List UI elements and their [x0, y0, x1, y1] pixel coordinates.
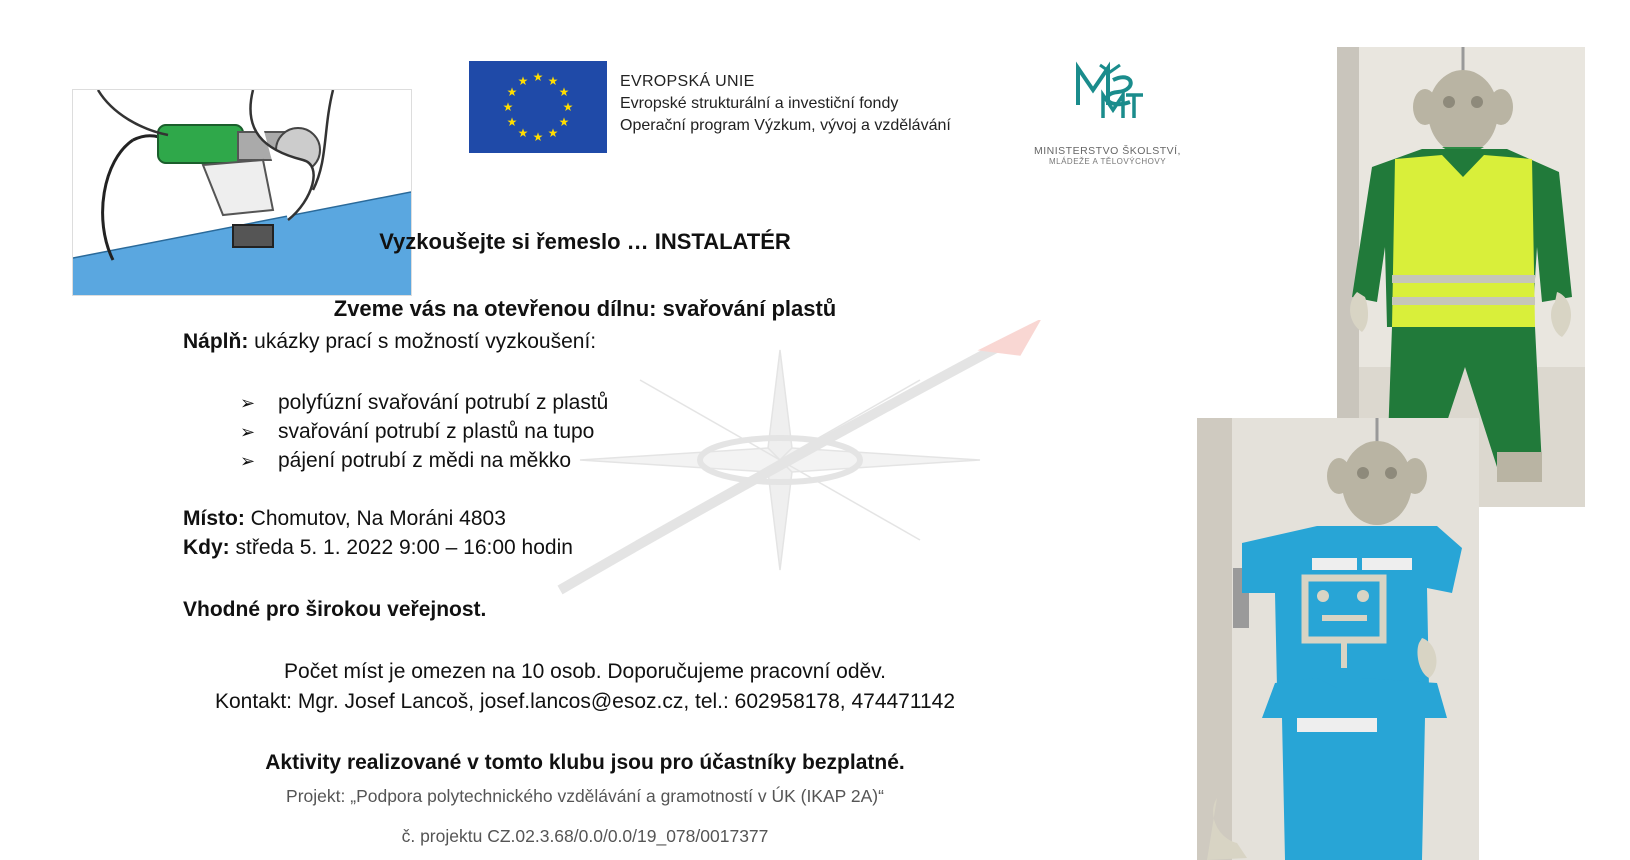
place-line: [183, 507, 506, 531]
arrow-bullet-icon: ➢: [240, 393, 256, 413]
eu-star-icon: ★: [506, 115, 518, 129]
capacity-note: Počet míst je omezen na 10 osob. Doporučujeme pracovní oděv.: [284, 660, 886, 683]
when-line: [183, 536, 573, 560]
when-label: Kdy:: [183, 536, 230, 559]
arrow-bullet-icon: ➢: [240, 422, 256, 442]
eu-line-1: EVROPSKÁ UNIE: [620, 73, 755, 90]
msmt-monogram-icon: [1058, 60, 1158, 120]
page-title: Vyzkoušejte si řemeslo … INSTALATÉR: [379, 229, 791, 254]
eu-star-icon: ★: [547, 125, 559, 140]
eu-logo-text: [620, 71, 951, 137]
msmt-line-2: MLÁDEŽE A TĚLOVÝCHOVY: [1048, 157, 1167, 166]
content-text: ukázky prací s možností vyzkoušení:: [248, 330, 597, 353]
eu-star-icon: ★: [562, 100, 574, 114]
arrow-bullet-icon: ➢: [240, 451, 256, 471]
welding-illustration: [72, 89, 412, 296]
activity-text: polyfúzní svařování potrubí z plastů: [278, 391, 609, 414]
eu-star-icon: ★: [558, 115, 570, 129]
list-item: [240, 388, 608, 417]
photo-mannequin-tshirt: [1197, 418, 1479, 860]
eu-flag-logo: [469, 61, 607, 153]
content-line: [183, 330, 596, 354]
contact-line: Kontakt: Mgr. Josef Lancoš, josef.lancos@esoz.cz, tel.: 602958178, 474471142: [214, 690, 956, 713]
eu-star-icon: ★: [547, 74, 559, 89]
place-label: Místo:: [183, 507, 245, 530]
eu-star-icon: ★: [502, 100, 514, 114]
when-value: středa 5. 1. 2022 9:00 – 16:00 hodin: [229, 536, 573, 559]
eu-star-icon: ★: [532, 130, 544, 144]
eu-star-icon: ★: [532, 70, 544, 84]
compass-watermark: [420, 320, 1180, 660]
eu-line-2: Evropské strukturální a investiční fondy: [620, 95, 899, 112]
msmt-logo: [1015, 60, 1200, 166]
project-name: Projekt: „Podpora polytechnického vzdělávání a gramotností v ÚK (IKAP 2A)“: [286, 786, 884, 806]
eu-star-icon: ★: [506, 85, 518, 99]
eu-line-3: Operační program Výzkum, vývoj a vzdělávání: [620, 117, 951, 134]
eu-star-icon: ★: [517, 74, 529, 89]
eu-star-icon: ★: [558, 85, 570, 99]
eu-star-icon: ★: [517, 125, 529, 140]
list-item: [240, 417, 608, 446]
project-number: č. projektu CZ.02.3.68/0.0/0.0/19_078/0017377: [401, 826, 769, 846]
activities-list: [240, 388, 608, 475]
activity-text: svařování potrubí z plastů na tupo: [278, 420, 595, 443]
audience-note: Vhodné pro širokou veřejnost.: [183, 598, 487, 621]
activity-text: pájení potrubí z mědi na měkko: [278, 449, 571, 472]
content-label: Náplň:: [183, 330, 249, 353]
list-item: [240, 446, 608, 475]
place-value: Chomutov, Na Moráni 4803: [244, 507, 506, 530]
page-subtitle: Zveme vás na otevřenou dílnu: svařování plastů: [333, 296, 837, 321]
msmt-line-1: MINISTERSTVO ŠKOLSTVÍ,: [1034, 145, 1181, 157]
free-note: Aktivity realizované v tomto klubu jsou pro účastníky bezplatné.: [265, 751, 905, 774]
